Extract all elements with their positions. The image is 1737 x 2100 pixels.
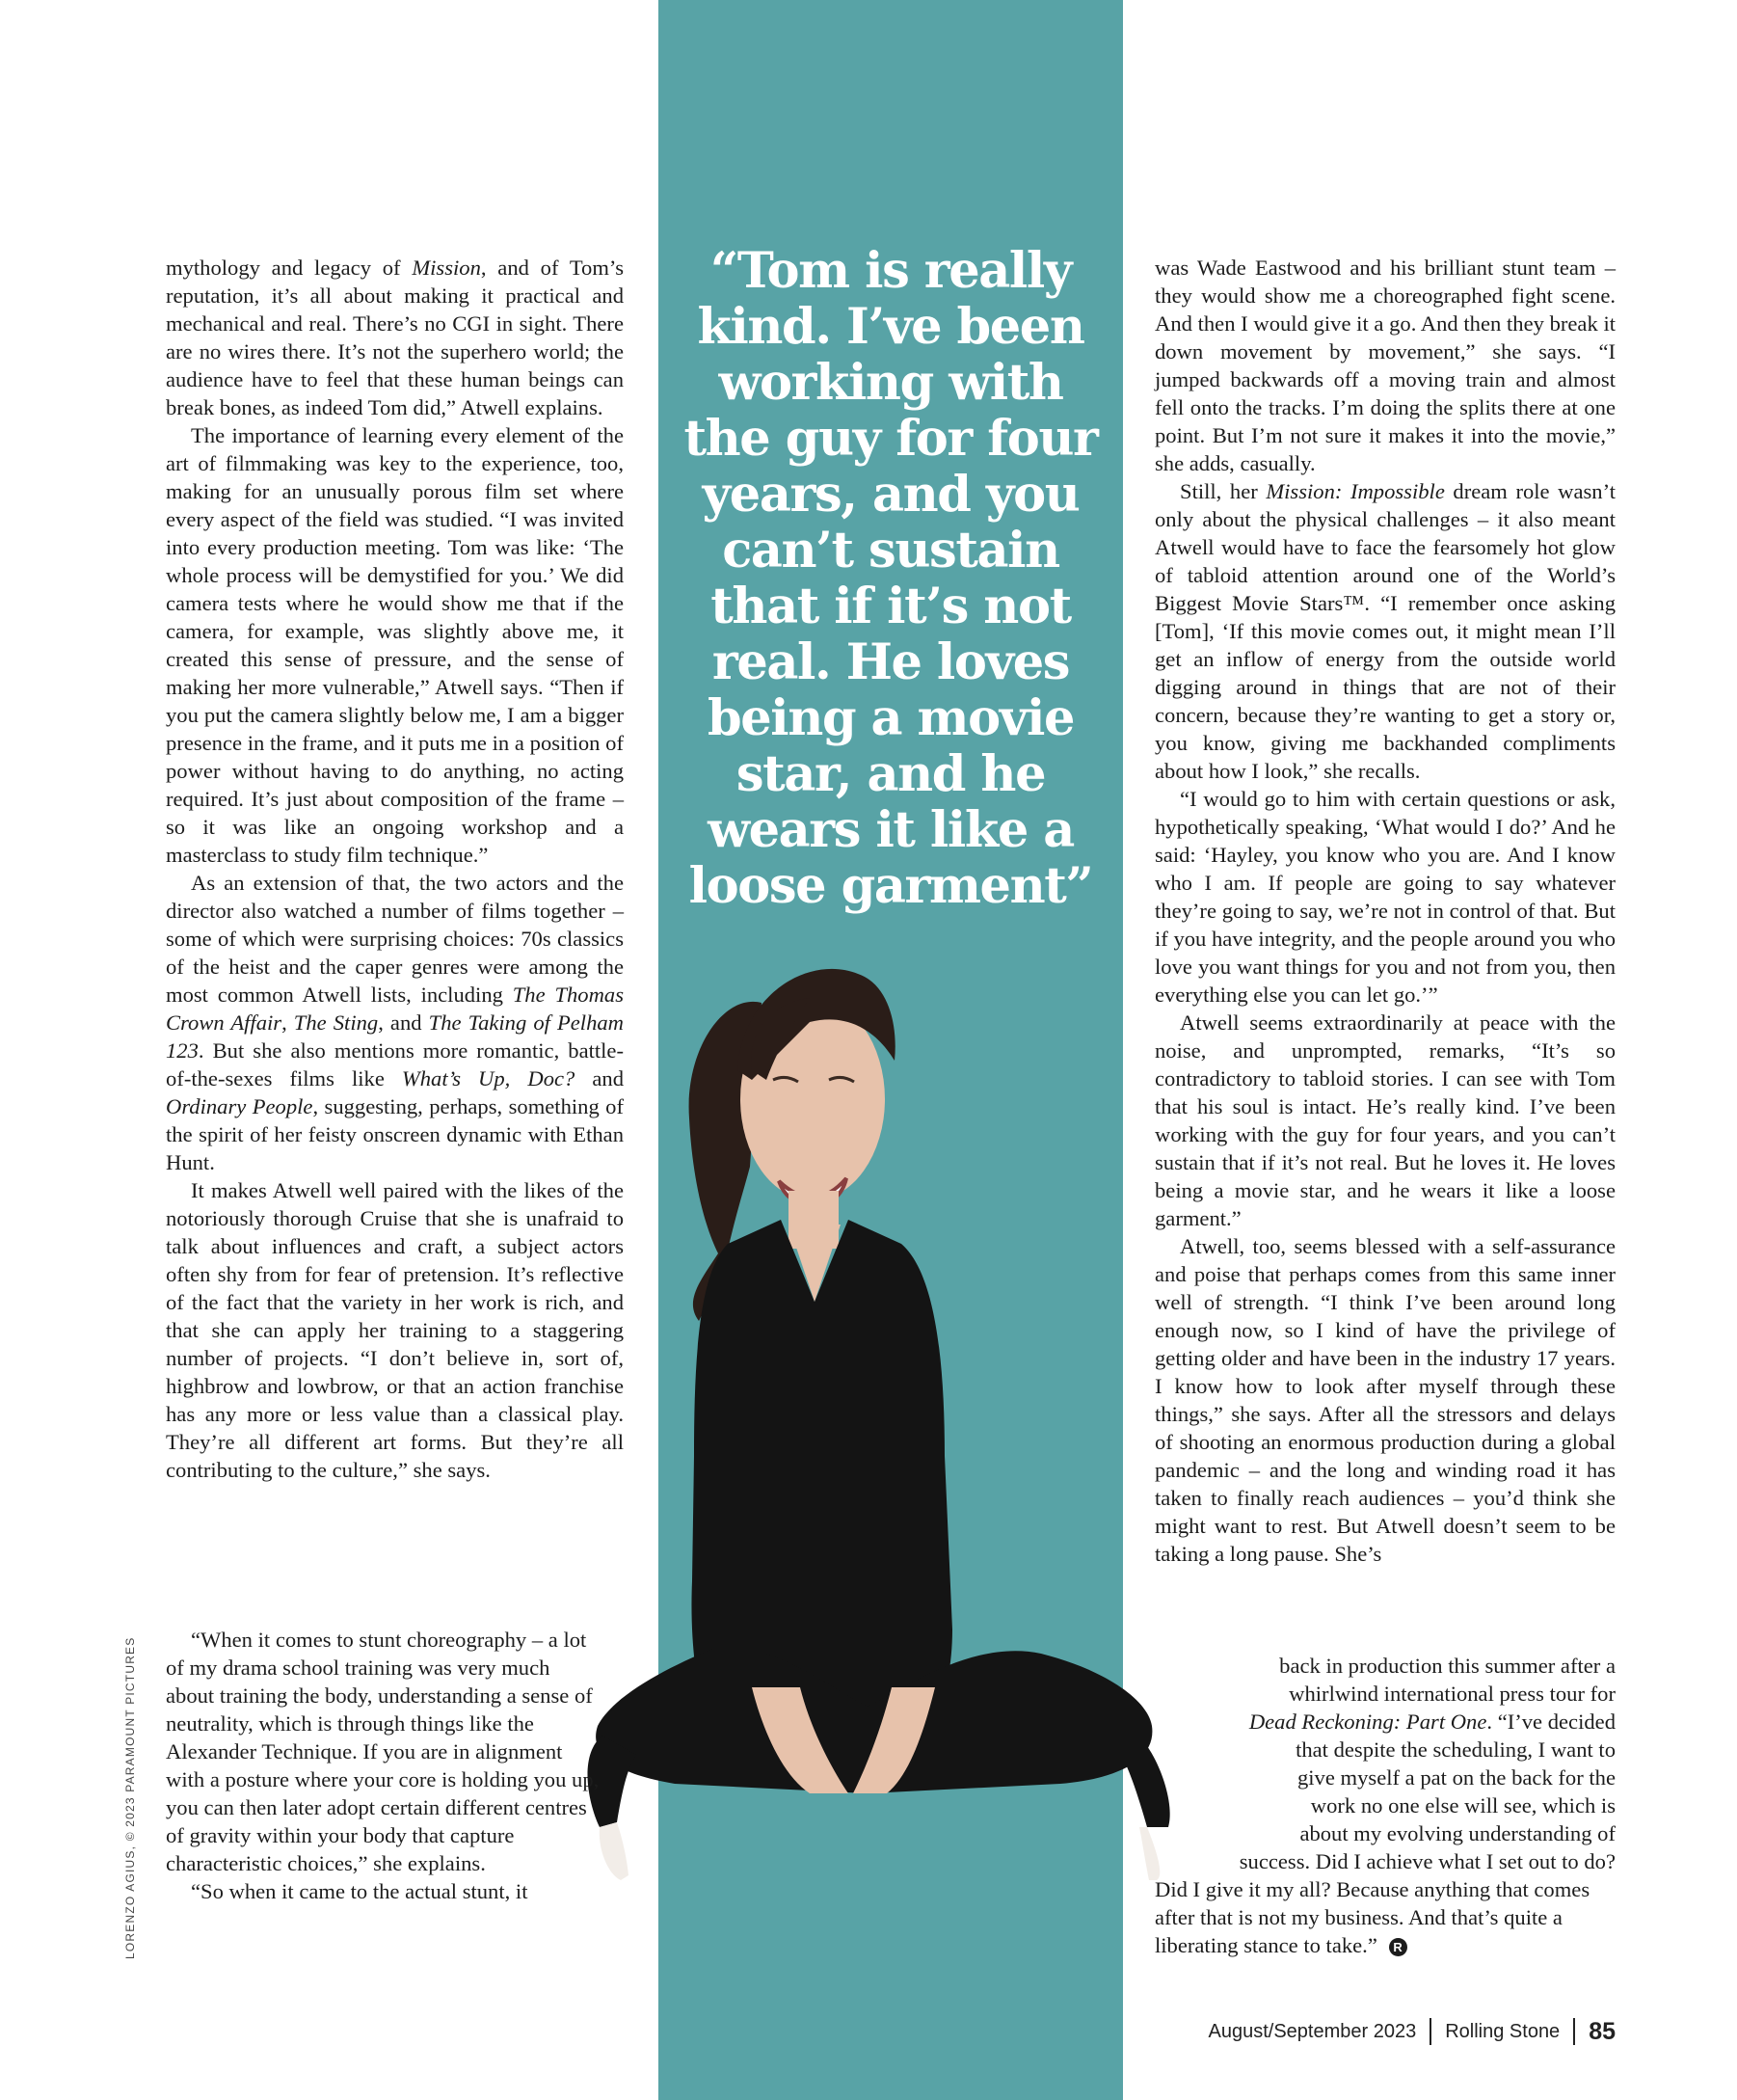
page-number: 85 [1589,2017,1616,2045]
left-paragraph-3: As an extension of that, the two actors and the director also watched a number of films together – some of which were surprising choices: 70s classics of the heist and the caper genres were among the most common Atwell lists, including The Thomas Crown Affair, The Sting, and The Taking of Pelham 123. But she also mentions more romantic, battle-of-the-sexes films like What’s Up, Doc? and Ordinary People, suggesting, perhaps, something of the spirit of her feisty onscreen dynamic with Ethan Hunt. [166,871,625,1174]
right-paragraph-1: was Wade Eastwood and his brilliant stunt team – they would show me a choreographed fight scene. And then I would give it a go. And then they break it down movement by movement,” she says. “I jumped backwards off a moving train and almost fell onto the tracks. I’m doing the splits there at one point. But I’m not sure it makes it into the movie,” she adds, casually. [1155,256,1616,475]
footer-divider [1430,2018,1431,2045]
italic-ordinary-people: Ordinary People [166,1094,313,1118]
right-paragraph-4: Atwell seems extraordinarily at peace with the noise, and unprompted, remarks, “It’s so contradictory to tabloid stories. I can see with Tom that his soul is intact. He’s really kind. I’ve been working with the guy for four years, and you can’t sustain that if it’s not real. But he loves it. He loves being a movie star, and he wears it like a loose garment.” [1155,1010,1616,1230]
page-footer [1209,2017,1616,2046]
italic-mission: Mission [412,256,481,280]
right-paragraph-5: Atwell, too, seems blessed with a self-assurance and poise that perhaps comes from this same inner well of strength. “I think I’ve been around long enough now, so I kind of have the privilege of getting older and have been in the industry 17 years. I know how to look after myself through these things,” she says. After all the stressors and delays of shooting an enormous production during a global pandemic – and the long and winding road it has taken to finally reach audiences – you’d think she might want to rest. But Atwell doesn’t seem to be taking a long pause. She’s [1155,1234,1616,1566]
pull-quote: “Tom is really kind. I’ve been working with the guy for four years, and you can’t sustain that if it’s not real. He loves being a movie star, and he wears it like a loose garment” [683,242,1098,915]
right-paragraph-6b: Did I give it my all? Because anything that comes after that is not my business. And that’s quite a liberating stance to take.” R [1155,1877,1590,1957]
right-paragraph-2: Still, her Mission: Impossible dream role wasn’t only about the physical challenges – it also meant Atwell would have to face the fearsomely hot glow of tabloid attention around one of the World’s Biggest Movie Stars™. “I remember once asking [Tom], ‘If this movie comes out, it might mean I’ll get an inflow of energy from the outside world digging around in things that are not of their concern, because they’re wanting to get a story or, you know, giving me backhanded compliments about how I look,” she recalls. [1155,479,1616,783]
right-paragraph-3: “I would go to him with certain questions or ask, hypothetically speaking, ‘What would I do?’ And he said: ‘Hayley, you know who you are. And I know who I am. If people are going to say whatever they’re going to say, we’re not in control of that. But if you have integrity, and the people around you who love you want things for you and not from you, then everything else you can let go.’” [1155,787,1616,1007]
article-left-column [166,254,624,1484]
photo-credit: LORENZO AGIUS, © 2023 PARAMOUNT PICTURES [123,1636,137,1959]
left-paragraph-6: “So when it came to the actual stunt, it [191,1879,528,1903]
italic-mission-impossible: Mission: Impossible [1266,479,1445,503]
italic-thomas-crown: The Thomas Crown Affair [166,983,625,1035]
photo-woman-laughing [521,955,1215,1977]
footer-issue-date: August/September 2023 [1208,2020,1417,2042]
article-left-column-wrap [166,1626,600,1905]
left-paragraph-1: mythology and legacy of Mission, and of Tom’s reputation, it’s all about making it practical and mechanical and real. There’s no CGI in sight. There are no wires there. It’s not the superhero world; the audience have to feel that these human beings can break bones, as indeed Tom did,” Atwell explains. [166,256,624,419]
end-mark-icon: R [1389,1938,1407,1956]
article-right-column-wrap [1155,1652,1616,1959]
italic-dead-reckoning: Dead Reckoning: Part One [1248,1710,1487,1734]
italic-whats-up-doc: What’s Up, Doc? [401,1066,575,1090]
italic-pelham: The Taking of Pelham 123 [166,1010,624,1063]
article-right-column [1155,254,1616,1568]
left-paragraph-4: It makes Atwell well paired with the likes of the notoriously thorough Cruise that she is unafraid to talk about influences and craft, a subject actors often shy from for fear of pretension. It’s reflective of the fact that the variety in her work is rich, and that she can apply her training to a staggering number of projects. “I don’t believe in, sort of, highbrow and lowbrow, or that an action franchise has any more or less value than a classical play. They’re all different art forms. But they’re all contributing to the culture,” she says. [166,1178,624,1482]
left-paragraph-2: The importance of learning every element of the art of filmmaking was key to the experience, too, making for an unusually porous film set where every aspect of the field was studied. “I was invited into every production meeting. Tom was like: ‘The whole process will be demystified for you.’ We did camera tests where he would show me that if the camera, for example, was slightly above me, it created this sense of pressure, and the sense of making her more vulnerable,” Atwell says. “Then if you put the camera slightly below me, I am a bigger presence in the frame, and it puts me in a position of power without having to do anything, no acting required. It’s just about composition of the frame – so it was like an ongoing workshop and a masterclass to study film technique.” [166,423,624,867]
footer-magazine-name: Rolling Stone [1445,2020,1561,2042]
footer-divider [1573,2018,1575,2045]
italic-the-sting: The Sting [293,1010,379,1035]
left-paragraph-5: “When it comes to stunt choreography – a lot of my drama school training was very much about training the body, understanding a sense of neutrality, which is through things like the Alexander Technique. If you are in alignment with a posture where your core is holding you up, you can then later adopt certain different centres of gravity within your body that capture characteristic choices,” she explains. [166,1628,600,1875]
right-paragraph-6a: back in production this summer after a whirlwind international press tour for Dead Reckoning: Part One. “I’ve decided that despite the scheduling, I want to give myself a pat on the back for the work no one else will see, which is about my evolving understanding of success. Did I achieve what I set out to do? [1239,1654,1616,1873]
